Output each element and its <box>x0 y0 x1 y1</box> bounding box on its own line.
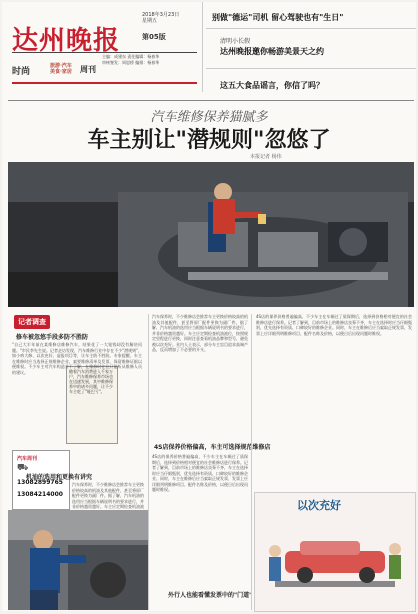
teaser-panel <box>206 2 416 97</box>
column-divider <box>148 314 149 610</box>
article-byline: 本报记者 杨伟 <box>250 154 282 160</box>
subhead-1: 修车被忽悠手段多防不胜防 <box>16 334 89 341</box>
section-weekly: 周刊 <box>80 65 96 74</box>
column-2b-text: 4S店的保养价格普遍偏高，不少车主在车辆过了质保期后，选择到价格相对便宜的社会维修店进行保养。记者了解到，目前市场上的维修店良莠不齐，车主在选择时应当仔细甄别，优先选择有资质、口碑较好的维修企业。同时，车主在维修后应当索取正规发票，发票上应详细列明维修项目、配件名称及价格，以便日后出现问题时维权。 <box>152 454 248 492</box>
car-icon: ⛟ <box>17 463 29 473</box>
column-3-text: 4S店的保养价格普遍偏高，不少车主在车辆过了质保期后，选择到价格相对便宜的社会维修店进行保养。记者了解到，目前市场上的维修店良莠不齐，车主在选择时应当仔细甄别，优先选择有资质、口碑较好的维修企业。同时，车主在维修后应当索取正规发票，发票上应详细列明维修项目、配件名称及价格，以便日后出现问题时维权。 <box>256 314 412 336</box>
section-subtitles <box>50 63 72 75</box>
teaser-3[interactable]: 达州晚报邀你畅游美景天之约 <box>220 47 324 56</box>
subhead-4: 外行人也能看懂发票中的"门道" <box>168 592 253 599</box>
column-1b-text: 汽车保养时，不少维修店会推荐车主更换价格较高的机油及其他配件，甚至将原厂配件更换为副厂件。据了解，汽车机油的选用应当根据车辆说明书的要求进行，并非价格越贵越好。车主应定期检查机油液 <box>72 482 144 509</box>
section-sub-2: 美食·家居 <box>50 69 72 75</box>
teaser-divider <box>206 28 416 29</box>
date-text: 2018年3月23日 <box>142 12 180 18</box>
illustration-box <box>254 492 416 612</box>
masthead-bar <box>12 82 197 84</box>
masthead-divider <box>12 52 197 53</box>
newspaper-page <box>2 2 416 611</box>
teaser-1[interactable]: 别做"德运"司机 留心驾驶也有"生日" <box>212 13 344 22</box>
mechanic-at-work-image <box>8 510 148 610</box>
car-lift-illustration <box>255 511 415 611</box>
section-name: 时尚 <box>12 67 31 77</box>
teaser-4[interactable]: 这五大食品谣言，你信了吗？ <box>220 81 324 90</box>
intro-text: 随着汽车消费进入千家万户，汽车维修保养市场也在迅速发展，其中维修保养中的诸多问题，让不少车主吃了"哑巴亏"。 <box>69 369 113 394</box>
editor-line-1: 主编：成建东 责任编辑：杨春华 <box>102 54 160 59</box>
section-sub-1: 旅游·汽车 <box>50 63 72 69</box>
weekday-text: 星期五 <box>142 18 158 24</box>
editor-line-2: 审核签发：周思桥 编排：杨春华 <box>102 60 160 65</box>
teaser-divider <box>206 68 416 69</box>
column-1-text: "自己大半年前在某维修店维修汽车，结果花了一大笔钱却没有解决问题。"市民李先生说。记者走访发现，汽车维修行业中存在不少"潜规则"，如小病大修、以次充好、虚报项目等，让车主防不胜防。专家提醒，车主在维修时应当选择正规维修企业，索要维修清单及发票，保留维修证据以便维权。不少车主对汽车构造并不了解，在维修时往往只能听从维修人员的建议。 <box>12 342 142 375</box>
editor-info <box>102 54 197 66</box>
article-headline: 车主别让"潜规则"忽悠了 <box>87 128 331 153</box>
newspaper-logo: 达州晚报 <box>12 26 121 56</box>
hotline-title: 汽车周刊 <box>17 456 38 462</box>
hotline-phone-2: 13084214000 <box>17 491 63 498</box>
page-number: 第05版 <box>142 33 166 41</box>
column-divider <box>251 314 252 610</box>
issue-date <box>142 12 179 24</box>
subhead-2: 机油的选用和更换有讲究 <box>26 474 93 481</box>
hotline-phone-1: 13082899765 <box>17 479 63 486</box>
teaser-2[interactable]: 清明小长假 <box>220 38 251 45</box>
article-kicker: 汽车维修保养猫腻多 <box>150 110 268 125</box>
subhead-3: 4S店保养价格偏高，车主可选择规范维修店 <box>154 444 271 451</box>
mechanic-engine-illustration <box>8 162 414 307</box>
column-2-text: 汽车保养时，不少维修店会推荐车主更换价格较高的机油及其他配件，甚至将原厂配件更换为副厂件。据了解，汽车机油的选用应当根据车辆说明书的要求进行，并非价格越贵越好。车主应定期检查机油液位，按照规定里程进行更换，同时注意查看机油品牌和型号，避免被以次充好。业内人士表示，部分车主盲目追求高端产品，反而增加了不必要的开支。 <box>152 314 248 352</box>
reporter-tag: 记者调查 <box>14 315 50 329</box>
headline-rule <box>8 100 414 101</box>
masthead <box>2 2 203 92</box>
mechanic-photo <box>8 510 148 610</box>
illustration-title: 以次充好 <box>297 499 341 512</box>
